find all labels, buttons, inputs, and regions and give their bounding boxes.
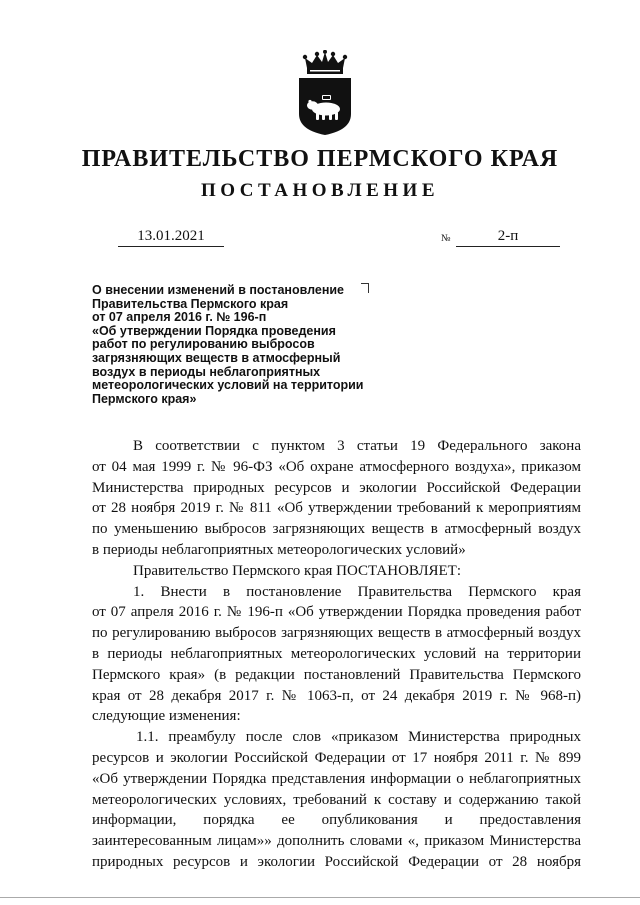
subject-line: воздух в периоды неблагоприятных (92, 364, 321, 379)
government-title: ПРАВИТЕЛЬСТВО ПЕРМСКОГО КРАЯ (81, 146, 559, 172)
body-line: В соответствии с пунктом 3 статьи 19 Федерального закона (133, 438, 581, 454)
body-line: природных ресурсов и экологии Российской Федерации от 28 ноября (92, 853, 581, 870)
body-line: информации, порядка ее опубликования и предоставления (92, 812, 581, 829)
coat-of-arms-emblem (293, 50, 357, 136)
body-line: Министерства природных ресурсов и экологии Российской Федерации (92, 479, 581, 496)
body-line: от 04 мая 1999 г. № 96-ФЗ «Об охране атмосферного воздуха», приказом (92, 458, 581, 475)
subject-line: метеорологических условий на территории (92, 378, 364, 393)
body-line: ресурсов и экологии Российской Федерации от 17 ноября 2011 г. № 899 (92, 749, 581, 766)
body-line: метеорологических условиях, требований к составу и содержанию такой (92, 791, 581, 808)
body-line: 1.1. преамбулу после слов «приказом Министерства природных (136, 729, 581, 746)
subject-line: «Об утверждении Порядка проведения (92, 323, 336, 338)
document-type: ПОСТАНОВЛЕНИЕ (200, 180, 440, 201)
subject-line: Пермского края» (92, 391, 197, 406)
body-line: от 07 апреля 2016 г. № 196-п «Об утверждении Порядка проведения работ (92, 604, 581, 621)
subject-line: Правительства Пермского края (92, 296, 289, 311)
document-body (92, 436, 581, 873)
subject-line: от 07 апреля 2016 г. № 196-п (92, 310, 267, 325)
book-icon (323, 96, 330, 99)
body-line: следующие изменения: (92, 708, 241, 725)
subject-line: работ по регулированию выбросов (92, 337, 315, 352)
body-line: в периоды неблагоприятных метеорологических условий на территории (92, 645, 581, 662)
document-date: 13.01.2021 (118, 228, 224, 247)
subject-line: загрязняющих веществ в атмосферный (92, 350, 341, 365)
subject-line: О внесении изменений в постановление (92, 283, 345, 297)
body-line: Пермского края» (в редакции постановлений Правительства Пермского (92, 666, 581, 683)
body-line: заинтересованным лицам»» дополнить словами «, приказом Министерства (92, 833, 581, 850)
body-line: в периоды неблагоприятных метеорологических условий» (92, 541, 466, 558)
body-line: по уменьшению выбросов загрязняющих веществ в атмосферный воздух (92, 521, 581, 538)
scan-bottom-edge (0, 897, 640, 898)
body-line: «Об утверждении Порядка представления информации о неблагоприятных (92, 770, 581, 787)
body-line: края от 28 декабря 2017 г. № 1063-п, от 24 декабря 2019 г. № 968-п) (92, 687, 581, 704)
body-line: по регулированию выбросов загрязняющих веществ в атмосферный воздух (92, 625, 581, 642)
body-line: 1. Внести в постановление Правительства Пермского края (133, 583, 581, 600)
number-label: № (441, 233, 451, 244)
crown-icon (303, 50, 347, 74)
body-line: от 28 ноября 2019 г. № 811 «Об утверждении требований к мероприятиям (92, 500, 581, 517)
body-line: Правительство Пермского края ПОСТАНОВЛЯЕТ: (133, 562, 462, 579)
document-subject (92, 284, 392, 406)
document-number: 2-п (456, 228, 560, 247)
